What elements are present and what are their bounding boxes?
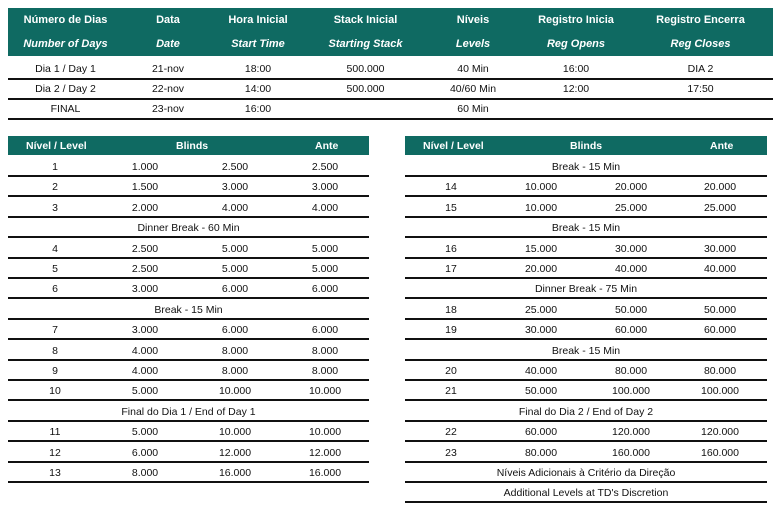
schedule-cell: FINAL [50,103,81,115]
schedule-cell: 14:00 [244,83,272,95]
schedule-cell: 500.000 [346,83,385,95]
header-days-pt: Número de Dias [23,14,108,26]
level-row [8,463,369,483]
header-levels-en: Levels [455,38,491,50]
level-cell: 16 [445,242,457,255]
schedule-row [8,60,773,79]
ante-cell: 5.000 [311,263,339,275]
break-label: Break - 15 Min [551,222,621,235]
header-blinds: Blinds [176,140,209,152]
sb-cell: 1.500 [131,181,159,194]
header-blinds: Blinds [570,140,603,152]
ante-cell: 40.000 [703,263,737,275]
ante-cell: 8.000 [311,365,339,377]
level-row [405,422,767,442]
bb-cell: 20.000 [614,181,648,194]
bb-cell: 4.000 [221,201,249,214]
level-cell: 17 [445,263,457,275]
level-cell: 6 [52,283,58,296]
ante-cell: 30.000 [703,242,737,255]
level-row [8,422,369,442]
header-ante: Ante [710,140,734,152]
level-row [8,320,369,340]
bb-cell: 120.000 [612,426,650,439]
schedule-cell: 16:00 [562,63,590,75]
break-label: Break - 15 Min [154,303,223,316]
bb-cell: 8.000 [221,344,249,357]
level-row [405,239,767,259]
schedule-cell: 500.000 [346,63,385,75]
ante-cell: 160.000 [701,446,739,459]
header-levels-pt: Níveis [456,14,490,26]
level-cell: 1 [52,161,58,173]
level-row [405,300,767,320]
bb-cell: 12.000 [218,446,252,459]
level-cell: 19 [445,324,457,337]
schedule-cell: 23-nov [151,103,185,115]
bb-cell: 6.000 [221,324,249,337]
break-row [405,279,767,299]
level-cell: 22 [445,426,457,439]
level-row [8,157,369,177]
header-ante: Ante [315,140,339,152]
bb-cell: 40.000 [614,263,648,275]
level-row [8,443,369,463]
header-date-pt: Data [156,14,180,26]
level-row [405,443,767,463]
level-row [8,177,369,197]
level-row [8,341,369,361]
header-level: Nível / Level [26,140,87,152]
level-cell: 14 [445,181,457,194]
header-stack-en: Starting Stack [328,38,403,50]
sb-cell: 3.000 [131,324,159,337]
sb-cell: 6.000 [131,446,159,459]
sb-cell: 30.000 [524,324,558,337]
break-row [8,218,369,238]
level-row [405,259,767,279]
schedule-cell: 16:00 [244,103,272,115]
sb-cell: 60.000 [524,426,558,439]
level-cell: 5 [52,263,58,275]
schedule-cell: Dia 2 / Day 2 [35,83,96,95]
break-row [405,218,767,238]
ante-cell: 6.000 [311,283,339,296]
level-cell: 10 [49,385,61,398]
break-label: Final do Dia 2 / End of Day 2 [518,405,654,418]
schedule-cell: 22-nov [151,83,185,95]
header-days-en: Number of Days [23,38,108,50]
ante-cell: 80.000 [703,365,737,377]
bb-cell: 8.000 [221,365,249,377]
sb-cell: 4.000 [131,365,159,377]
level-cell: 3 [52,201,58,214]
ante-cell: 100.000 [701,385,739,398]
row-divider [8,118,773,120]
ante-cell: 20.000 [703,181,737,194]
sb-cell: 4.000 [131,344,159,357]
ante-cell: 60.000 [703,324,737,337]
ante-cell: 4.000 [311,201,339,214]
sb-cell: 25.000 [524,303,558,316]
bb-cell: 10.000 [218,385,252,398]
schedule-header [8,8,773,56]
schedule-row [8,80,773,99]
ante-cell: 3.000 [311,181,339,194]
level-row [405,177,767,197]
ante-cell: 8.000 [311,344,339,357]
break-row [405,402,767,422]
bb-cell: 10.000 [218,426,252,439]
ante-cell: 25.000 [703,201,737,214]
break-label: Break - 15 Min [551,344,621,357]
break-row [405,157,767,177]
level-row [405,320,767,340]
level-cell: 7 [52,324,58,337]
schedule-cell: 21-nov [151,63,185,75]
ante-cell: 120.000 [701,426,739,439]
break-row [405,483,767,503]
ante-cell: 10.000 [308,385,342,398]
header-regclose-en: Reg Closes [670,38,731,50]
sb-cell: 2.000 [131,201,159,214]
level-row [8,198,369,218]
header-level: Nível / Level [423,140,484,152]
level-row [405,361,767,381]
header-date-en: Date [156,38,180,50]
bb-cell: 6.000 [221,283,249,296]
schedule-cell: 60 Min [457,103,489,115]
break-label: Final do Dia 1 / End of Day 1 [121,405,256,418]
header-stack-pt: Stack Inicial [333,14,398,26]
level-cell: 18 [445,303,457,316]
level-row [405,198,767,218]
header-regopen-pt: Registro Inicia [538,14,614,26]
schedule-cell: DIA 2 [687,63,714,75]
schedule-cell: 40/60 Min [449,83,497,95]
bb-cell: 50.000 [614,303,648,316]
bb-cell: 3.000 [221,181,249,194]
break-row [405,341,767,361]
schedule-row [8,100,773,119]
levels-table-header [8,136,369,155]
bb-cell: 5.000 [221,263,249,275]
bb-cell: 160.000 [612,446,650,459]
header-regclose-pt: Registro Encerra [656,14,745,26]
sb-cell: 3.000 [131,283,159,296]
schedule-cell: 40 Min [457,63,489,75]
level-cell: 23 [445,446,457,459]
ante-cell: 12.000 [308,446,342,459]
sb-cell: 10.000 [524,181,558,194]
sb-cell: 5.000 [131,426,159,439]
bb-cell: 16.000 [218,467,252,479]
level-cell: 13 [49,467,61,479]
sb-cell: 20.000 [524,263,558,275]
sb-cell: 50.000 [524,385,558,398]
ante-cell: 5.000 [311,242,339,255]
break-label: Additional Levels at TD's Discretion [503,487,669,500]
schedule-cell: 17:50 [687,83,714,95]
level-cell: 20 [445,365,457,377]
sb-cell: 8.000 [131,467,159,479]
schedule-cell: 18:00 [244,63,272,75]
level-cell: 15 [445,201,457,214]
sb-cell: 15.000 [524,242,558,255]
header-start-en: Start Time [231,38,285,50]
ante-cell: 6.000 [311,324,339,337]
level-cell: 8 [52,344,58,357]
schedule-cell: 12:00 [562,83,590,95]
bb-cell: 25.000 [614,201,648,214]
sb-cell: 1.000 [131,161,159,173]
header-regopen-en: Reg Opens [546,38,606,50]
level-row [8,381,369,401]
schedule-cell: Dia 1 / Day 1 [35,63,96,75]
ante-cell: 10.000 [308,426,342,439]
ante-cell: 2.500 [311,161,339,173]
ante-cell: 16.000 [308,467,342,479]
bb-cell: 100.000 [612,385,650,398]
ante-cell: 50.000 [703,303,737,316]
level-cell: 11 [49,426,61,439]
level-cell: 4 [52,242,58,255]
levels-table-header [405,136,767,155]
sb-cell: 5.000 [131,385,159,398]
break-label: Dinner Break - 75 Min [534,283,638,296]
bb-cell: 2.500 [221,161,249,173]
sb-cell: 80.000 [524,446,558,459]
break-label: Break - 15 Min [551,161,621,173]
level-row [8,361,369,381]
sb-cell: 2.500 [131,242,159,255]
break-row [405,463,767,483]
break-label: Dinner Break - 60 Min [137,222,240,235]
level-row [8,239,369,259]
level-row [8,259,369,279]
row-divider [8,481,369,483]
level-cell: 12 [49,446,61,459]
level-cell: 9 [52,365,58,377]
level-cell: 21 [445,385,457,398]
break-row [8,300,369,320]
level-cell: 2 [52,181,58,194]
bb-cell: 30.000 [614,242,648,255]
level-row [405,381,767,401]
break-label: Níveis Adicionais à Critério da Direção [496,467,676,479]
row-divider [405,501,767,503]
header-start-pt: Hora Inicial [228,14,288,26]
bb-cell: 80.000 [614,365,648,377]
sb-cell: 2.500 [131,263,159,275]
level-row [8,279,369,299]
bb-cell: 5.000 [221,242,249,255]
break-row [8,402,369,422]
bb-cell: 60.000 [614,324,648,337]
sb-cell: 40.000 [524,365,558,377]
sb-cell: 10.000 [524,201,558,214]
